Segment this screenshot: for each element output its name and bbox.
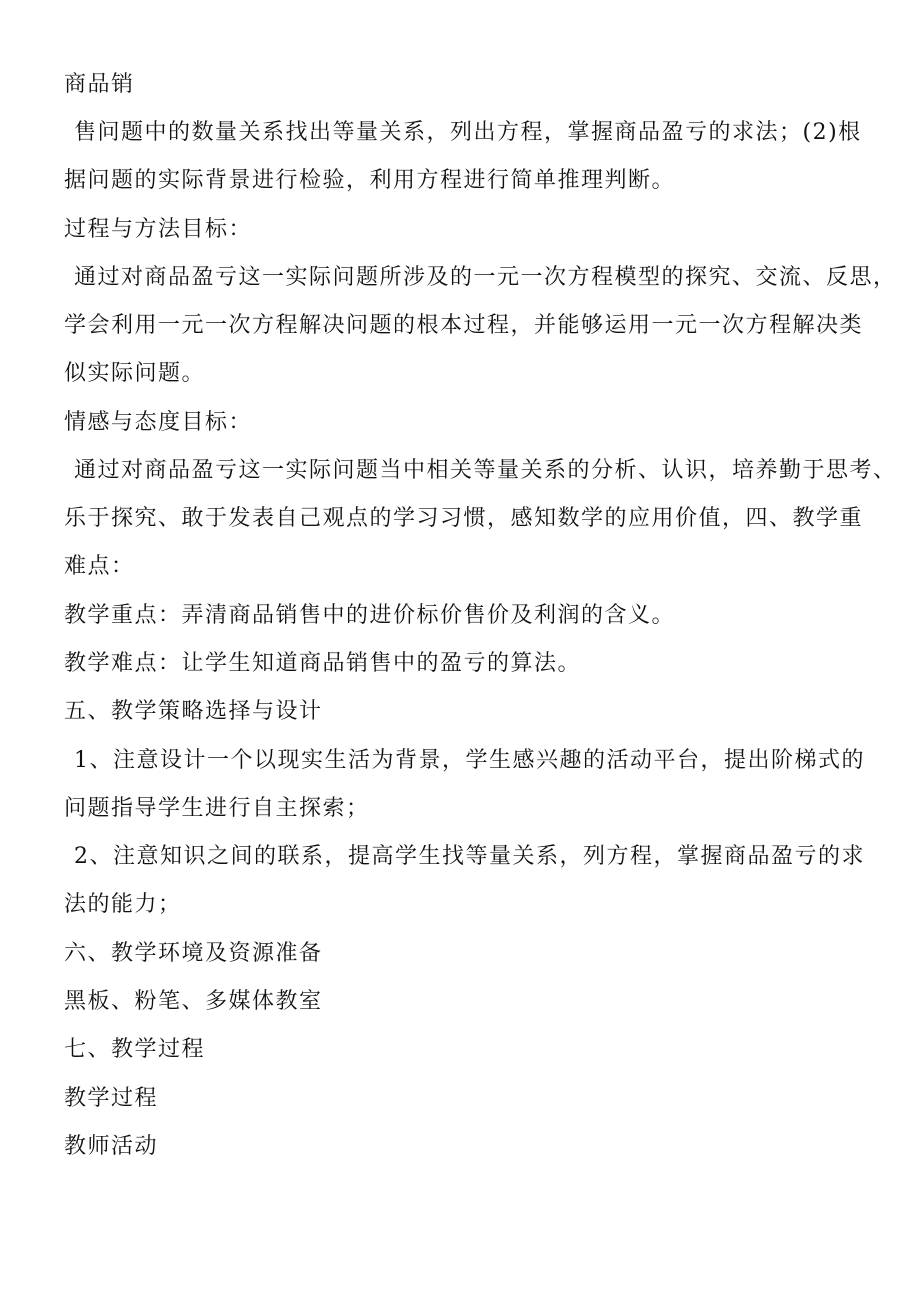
section-heading: 六、教学环境及资源准备 [64, 941, 323, 966]
text-line: 黑板、粉笔、多媒体教室 [64, 989, 323, 1014]
text-line: 商品销 [64, 72, 135, 97]
text-line: 学会利用一元一次方程解决问题的根本过程，并能够运用一元一次方程解决类 [64, 313, 864, 338]
text-line: 通过对商品盈亏这一实际问题所涉及的一元一次方程模型的探究、交流、反思， [74, 265, 897, 290]
text-line: 难点： [64, 554, 135, 579]
text-line: 通过对商品盈亏这一实际问题当中相关等量关系的分析、认识，培养勤于思考、 [74, 458, 897, 483]
text-line: 教学过程 [64, 1086, 159, 1111]
text-line: 乐于探究、敢于发表自己观点的学习习惯，感知数学的应用价值，四、教学重 [64, 506, 864, 531]
section-heading: 过程与方法目标： [64, 217, 253, 242]
section-heading: 情感与态度目标： [64, 410, 253, 435]
text-line: 售问题中的数量关系找出等量关系，列出方程，掌握商品盈亏的求法；(2)根 [74, 120, 862, 145]
section-heading: 七、教学过程 [64, 1037, 206, 1062]
text-line: 似实际问题。 [64, 361, 206, 386]
section-heading: 五、教学策略选择与设计 [64, 699, 323, 724]
text-line: 问题指导学生进行自主探索； [64, 796, 370, 821]
text-line: 1、注意设计一个以现实生活为背景，学生感兴趣的活动平台，提出阶梯式的 [74, 748, 865, 773]
text-line: 法的能力； [64, 892, 182, 917]
text-line: 教学难点：让学生知道商品销售中的盈亏的算法。 [64, 651, 582, 676]
text-line: 教学重点：弄清商品销售中的进价标价售价及利润的含义。 [64, 603, 676, 628]
text-line: 据问题的实际背景进行检验，利用方程进行简单推理判断。 [64, 168, 676, 193]
text-line: 教师活动 [64, 1134, 159, 1159]
text-line: 2、注意知识之间的联系，提高学生找等量关系，列方程，掌握商品盈亏的求 [74, 844, 865, 869]
